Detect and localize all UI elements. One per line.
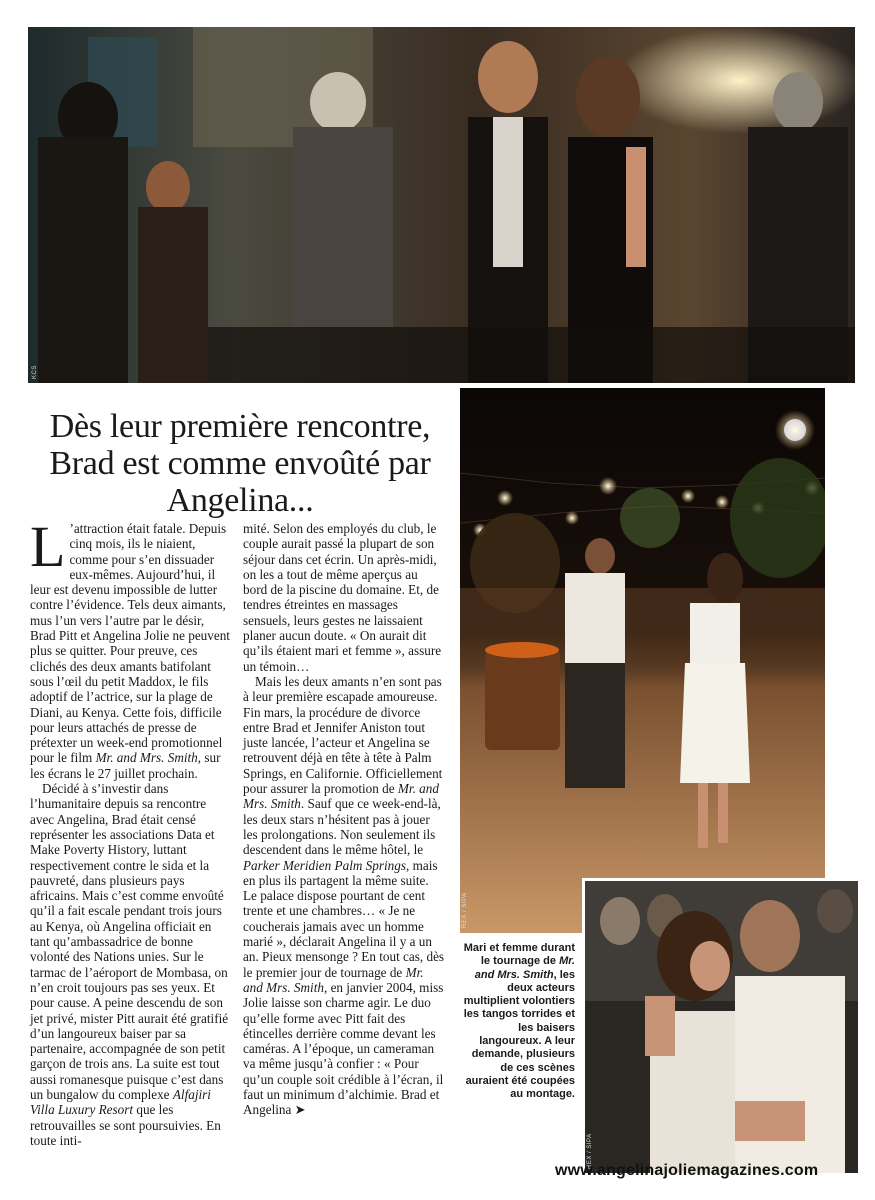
film-title: Mr. and Mrs. Smith (474, 955, 575, 981)
kiss-photo (582, 878, 858, 1173)
watermark-link[interactable]: www.angelinajoliemagazines.com (555, 1162, 819, 1179)
tango-dance-photo (28, 27, 855, 383)
film-title: Mr. and Mrs. Smith (243, 781, 439, 812)
film-title: Mr. and Mrs. Smith (95, 750, 198, 766)
article-column-1 (30, 514, 230, 1148)
paragraph: Mais les deux amants n’en sont pas à leur première escapade amoureuse. Fin mars, la procédure de divorce entre Brad et Jennifer Aniston tout juste lancée, l’acteur et Angelina se retrouvent déjà en tête à tête à Palm Springs, en Californie. Officiellement pour assurer la promotion de Mr. and Mrs. Smith. Sauf que ce week-end-là, les deux stars n’hésitent pas à jouer les prolongations. Non seulement ils descendent dans le même hôtel, le Parker Meridien Palm Springs, mais en plus ils partagent la même suite. Le palace dispose pourtant de cent trente et une chambres… « Je ne coucherais jamais avec un homme marié », déclarait Angelina il y a un an. Pieux mensonge ? En tout cas, dès le premier jour de tournage de Mr. and Mrs. Smith, en janvier 2004, miss Jolie laisse son charme agir. Le duo qu’elle forme avec Pitt fait des étincelles derrière comme devant les caméras. A l’époque, un cameraman va même jusqu’à confier : « Pour qu’un couple soit crédible à l’écran, il faut un minimum d’alchimie. Brad et Angelina ➤ (243, 673, 445, 1119)
photo-credit: REX / SIPA (587, 1133, 593, 1169)
paragraph: Décidé à s’investir dans l’humanitaire depuis sa rencontre avec Angelina, Brad était censé représenter les associations Data et Make Poverty History, luttant respectivement contre le sida et la pauvreté, dans plusieurs pays africains. Mais c’est comme envoûté qu’il a fait escale pendant trois jours au Kenya, où Angelina officiait en tant qu’ambassadrice de bonne volonté des Nations unies. Sur le tarmac de l’aéroport de Mombasa, on n’en croit toujours pas ses yeux. Et pour cause. A peine descendu de son jet privé, mister Pitt aurait été gratifié d’un langoureux baiser par sa partenaire, accompagnée de son petit garçon de trois ans. La suite est tout aussi romanesque puisque c’est dans un bungalow du complexe Alfajiri Villa Luxury Resort que les retrouvailles se sont poursuivies. En toute inti- (30, 781, 229, 1148)
hotel-name: Parker Meridien Palm Springs (243, 857, 406, 873)
paragraph: L ’attraction était fatale. Depuis cinq mois, ils le niaient, comme pour s’en dissuader eux-mêmes. Aujourd’hui, il leur est devenu impossible de lutter contre l’évidence. Tels deux aimants, mus l’un vers l’autre par le désir, Brad Pitt et Angelina Jolie ne peuvent plus se quitter. Pour preuve, ces clichés des deux amants batifolant sous l’œil du petit Maddox, le fils adoptif de l’actrice, sur la plage de Diani, au Kenya. Cette fois, difficile pour leurs attachés de presse de prétexter un week-end promotionnel pour le film Mr. and Mrs. Smith, sur les écrans le 27 juillet prochain. (30, 514, 230, 781)
photo-credit: KCS (32, 365, 38, 379)
drop-cap: L (30, 514, 66, 579)
paragraph: mité. Selon des employés du club, le couple aurait passé la plupart de son séjour dans cet écrin. Un après-midi, on les a tout de même aperçus au bord de la piscine du domaine. Et, de tendres étreintes en massages sensuels, leurs gestes ne laissaient planer aucun doute. « On aurait dit qu’ils étaient mari et femme », assure un témoin… (243, 521, 442, 674)
photo-caption: Mari et femme durant le tournage de Mr. and Mrs. Smith, les deux acteurs multiplient volontiers les tangos torrides et les baisers langoureux. A leur demande, plusieurs de ces scènes auraient été coupées au montage. (463, 942, 575, 1101)
photo-credit: REX / SIPA (462, 892, 468, 928)
article-headline: Dès leur première rencontre, Brad est comme envoûté par Angelina... (49, 408, 431, 519)
night-dance-photo (460, 388, 825, 933)
film-title: Mr. and Mrs. Smith (243, 964, 424, 995)
resort-name: Alfajiri Villa Luxury Resort (30, 1086, 211, 1118)
article-column-2 (243, 521, 445, 1119)
continue-arrow-icon: ➤ (294, 1103, 306, 1119)
